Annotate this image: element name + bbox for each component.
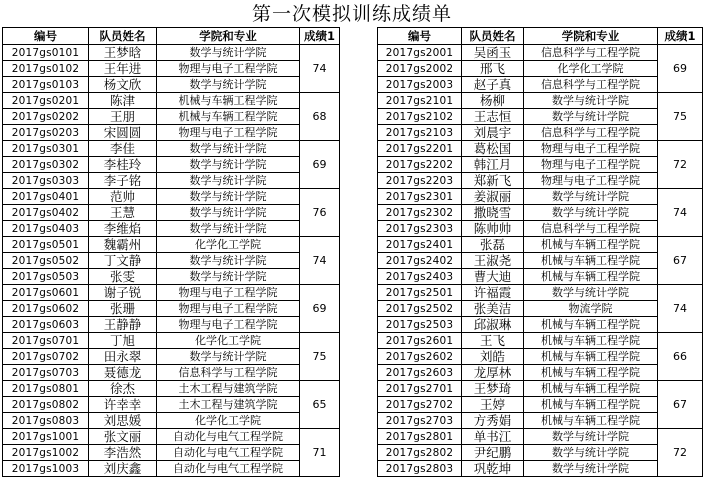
member-college: 数学与统计学院 <box>524 93 658 109</box>
member-name: 许幸幸 <box>89 397 157 413</box>
team-score: 76 <box>300 189 340 237</box>
member-name: 王淑尧 <box>462 253 524 269</box>
member-name: 姜淑丽 <box>462 189 524 205</box>
member-name: 刘皓 <box>462 349 524 365</box>
table-row <box>378 429 703 445</box>
member-code: 2017gs1003 <box>3 461 89 477</box>
member-name: 徐杰 <box>89 381 157 397</box>
member-name: 邢飞 <box>462 61 524 77</box>
table-row <box>378 45 703 61</box>
team-score: 74 <box>658 189 703 237</box>
member-college: 化学化工学院 <box>157 413 300 429</box>
member-college: 机械与车辆工程学院 <box>524 269 658 285</box>
header-college: 学院和专业 <box>157 28 300 45</box>
header-code: 编号 <box>378 28 462 45</box>
member-college: 机械与车辆工程学院 <box>524 317 658 333</box>
member-name: 郑新飞 <box>462 173 524 189</box>
member-code: 2017gs2801 <box>378 429 462 445</box>
member-name: 邱淑琳 <box>462 317 524 333</box>
member-college: 数学与统计学院 <box>157 221 300 237</box>
member-college: 数学与统计学院 <box>524 461 658 477</box>
team-score: 71 <box>300 429 340 477</box>
member-name: 刘庆鑫 <box>89 461 157 477</box>
member-college: 数学与统计学院 <box>157 189 300 205</box>
member-name: 杨柳 <box>462 93 524 109</box>
member-code: 2017gs2802 <box>378 445 462 461</box>
table-row <box>378 301 703 317</box>
member-code: 2017gs0303 <box>3 173 89 189</box>
table-row <box>3 365 340 381</box>
member-name: 王静静 <box>89 317 157 333</box>
member-code: 2017gs2803 <box>378 461 462 477</box>
member-name: 方秀娟 <box>462 413 524 429</box>
member-code: 2017gs2201 <box>378 141 462 157</box>
member-code: 2017gs2202 <box>378 157 462 173</box>
table-row <box>378 445 703 461</box>
member-college: 机械与车辆工程学院 <box>524 253 658 269</box>
member-name: 刘思媛 <box>89 413 157 429</box>
member-college: 化学化工学院 <box>157 333 300 349</box>
member-college: 自动化与电气工程学院 <box>157 429 300 445</box>
header-name: 队员姓名 <box>89 28 157 45</box>
member-code: 2017gs2402 <box>378 253 462 269</box>
member-code: 2017gs2701 <box>378 381 462 397</box>
member-code: 2017gs2001 <box>378 45 462 61</box>
table-row <box>3 301 340 317</box>
table-row <box>3 61 340 77</box>
member-name: 张珊 <box>89 301 157 317</box>
member-code: 2017gs0801 <box>3 381 89 397</box>
table-row <box>3 141 340 157</box>
member-college: 数学与统计学院 <box>157 141 300 157</box>
member-code: 2017gs0702 <box>3 349 89 365</box>
member-name: 李子铭 <box>89 173 157 189</box>
member-code: 2017gs0503 <box>3 269 89 285</box>
table-row <box>3 45 340 61</box>
member-college: 物理与电子工程学院 <box>524 157 658 173</box>
member-college: 机械与车辆工程学院 <box>524 333 658 349</box>
member-name: 王朋 <box>89 109 157 125</box>
table-row <box>378 189 703 205</box>
member-college: 土木工程与建筑学院 <box>157 381 300 397</box>
table-row <box>378 269 703 285</box>
member-name: 韩江月 <box>462 157 524 173</box>
member-college: 信息科学与工程学院 <box>524 77 658 93</box>
member-name: 王梦琦 <box>462 381 524 397</box>
member-code: 2017gs0101 <box>3 45 89 61</box>
member-code: 2017gs2203 <box>378 173 462 189</box>
table-row <box>378 253 703 269</box>
member-code: 2017gs0703 <box>3 365 89 381</box>
table-row <box>378 77 703 93</box>
member-code: 2017gs0601 <box>3 285 89 301</box>
team-score: 72 <box>658 141 703 189</box>
member-code: 2017gs0403 <box>3 221 89 237</box>
member-college: 机械与车辆工程学院 <box>157 93 300 109</box>
member-college: 信息科学与工程学院 <box>524 221 658 237</box>
table-row <box>3 317 340 333</box>
table-row <box>3 285 340 301</box>
table-row <box>3 253 340 269</box>
member-code: 2017gs2301 <box>378 189 462 205</box>
table-row <box>3 221 340 237</box>
right-table-body <box>378 45 703 477</box>
member-college: 机械与车辆工程学院 <box>524 381 658 397</box>
table-row <box>378 125 703 141</box>
member-college: 数学与统计学院 <box>524 285 658 301</box>
member-code: 2017gs2003 <box>378 77 462 93</box>
member-code: 2017gs0102 <box>3 61 89 77</box>
member-college: 数学与统计学院 <box>157 253 300 269</box>
member-name: 尹纪鹏 <box>462 445 524 461</box>
member-code: 2017gs0502 <box>3 253 89 269</box>
team-score: 75 <box>300 333 340 381</box>
table-row <box>378 365 703 381</box>
member-name: 李维焰 <box>89 221 157 237</box>
member-name: 单书江 <box>462 429 524 445</box>
member-code: 2017gs2502 <box>378 301 462 317</box>
member-college: 土木工程与建筑学院 <box>157 397 300 413</box>
member-code: 2017gs0302 <box>3 157 89 173</box>
member-college: 物理与电子工程学院 <box>157 61 300 77</box>
member-college: 数学与统计学院 <box>157 269 300 285</box>
member-code: 2017gs0501 <box>3 237 89 253</box>
member-name: 张磊 <box>462 237 524 253</box>
member-college: 数学与统计学院 <box>524 445 658 461</box>
table-row <box>3 381 340 397</box>
table-row <box>3 461 340 477</box>
member-name: 张雯 <box>89 269 157 285</box>
member-code: 2017gs0602 <box>3 301 89 317</box>
table-row <box>378 461 703 477</box>
member-code: 2017gs0402 <box>3 205 89 221</box>
table-row <box>378 333 703 349</box>
member-name: 范帅 <box>89 189 157 205</box>
table-row <box>378 237 703 253</box>
member-code: 2017gs2303 <box>378 221 462 237</box>
member-name: 谢子锐 <box>89 285 157 301</box>
member-name: 张文丽 <box>89 429 157 445</box>
member-code: 2017gs2101 <box>378 93 462 109</box>
table-row <box>3 349 340 365</box>
member-college: 化学化工学院 <box>524 61 658 77</box>
member-college: 机械与车辆工程学院 <box>524 365 658 381</box>
member-college: 数学与统计学院 <box>524 189 658 205</box>
member-code: 2017gs0802 <box>3 397 89 413</box>
table-row <box>3 109 340 125</box>
member-code: 2017gs2702 <box>378 397 462 413</box>
member-college: 信息科学与工程学院 <box>524 125 658 141</box>
member-name: 宋圆圆 <box>89 125 157 141</box>
table-row <box>378 349 703 365</box>
member-name: 王婷 <box>462 397 524 413</box>
member-name: 田永翠 <box>89 349 157 365</box>
member-code: 2017gs2501 <box>378 285 462 301</box>
member-name: 葛松国 <box>462 141 524 157</box>
table-row <box>3 125 340 141</box>
member-name: 王飞 <box>462 333 524 349</box>
team-score: 69 <box>658 45 703 93</box>
member-name: 撒晓雪 <box>462 205 524 221</box>
team-score: 74 <box>300 237 340 285</box>
member-name: 许福霞 <box>462 285 524 301</box>
team-score: 67 <box>658 381 703 429</box>
member-code: 2017gs2002 <box>378 61 462 77</box>
member-college: 物理与电子工程学院 <box>157 317 300 333</box>
member-name: 聂德龙 <box>89 365 157 381</box>
member-college: 数学与统计学院 <box>524 205 658 221</box>
member-college: 数学与统计学院 <box>524 429 658 445</box>
member-name: 巩乾坤 <box>462 461 524 477</box>
table-row <box>3 413 340 429</box>
member-code: 2017gs0202 <box>3 109 89 125</box>
member-college: 物理与电子工程学院 <box>157 285 300 301</box>
left-table-body <box>3 45 340 477</box>
table-row <box>378 221 703 237</box>
member-name: 王慧 <box>89 205 157 221</box>
member-college: 数学与统计学院 <box>157 173 300 189</box>
member-college: 机械与车辆工程学院 <box>524 413 658 429</box>
member-name: 吴函玉 <box>462 45 524 61</box>
member-college: 物流学院 <box>524 301 658 317</box>
member-college: 物理与电子工程学院 <box>157 125 300 141</box>
header-college: 学院和专业 <box>524 28 658 45</box>
header-row <box>3 28 340 45</box>
team-score: 65 <box>300 381 340 429</box>
member-college: 数学与统计学院 <box>157 157 300 173</box>
member-code: 2017gs0203 <box>3 125 89 141</box>
member-code: 2017gs1001 <box>3 429 89 445</box>
header-score: 成绩1 <box>300 28 340 45</box>
left-score-table <box>2 27 340 477</box>
table-row <box>3 269 340 285</box>
member-code: 2017gs0803 <box>3 413 89 429</box>
member-name: 丁旭 <box>89 333 157 349</box>
member-name: 王梦晗 <box>89 45 157 61</box>
table-row <box>3 397 340 413</box>
member-code: 2017gs0201 <box>3 93 89 109</box>
member-code: 2017gs0603 <box>3 317 89 333</box>
member-code: 2017gs0103 <box>3 77 89 93</box>
team-score: 75 <box>658 93 703 141</box>
team-score: 74 <box>300 45 340 93</box>
member-code: 2017gs0701 <box>3 333 89 349</box>
member-college: 数学与统计学院 <box>157 77 300 93</box>
member-name: 陈津 <box>89 93 157 109</box>
member-college: 机械与车辆工程学院 <box>157 109 300 125</box>
member-code: 2017gs2703 <box>378 413 462 429</box>
team-score: 74 <box>658 285 703 333</box>
member-name: 李佳 <box>89 141 157 157</box>
member-name: 王志恒 <box>462 109 524 125</box>
sheet-title: 第一次模拟训练成绩单 <box>251 3 452 25</box>
member-college: 数学与统计学院 <box>157 45 300 61</box>
member-code: 2017gs0401 <box>3 189 89 205</box>
table-row <box>378 157 703 173</box>
member-code: 2017gs2401 <box>378 237 462 253</box>
member-college: 物理与电子工程学院 <box>524 173 658 189</box>
member-college: 自动化与电气工程学院 <box>157 445 300 461</box>
member-name: 杨文欣 <box>89 77 157 93</box>
member-college: 化学化工学院 <box>157 237 300 253</box>
member-college: 机械与车辆工程学院 <box>524 397 658 413</box>
member-college: 机械与车辆工程学院 <box>524 349 658 365</box>
header-code: 编号 <box>3 28 89 45</box>
member-name: 李桂玲 <box>89 157 157 173</box>
member-college: 物理与电子工程学院 <box>157 301 300 317</box>
member-name: 王年进 <box>89 61 157 77</box>
member-college: 物理与电子工程学院 <box>524 141 658 157</box>
member-name: 刘晨宇 <box>462 125 524 141</box>
table-row <box>3 429 340 445</box>
member-code: 2017gs2102 <box>378 109 462 125</box>
table-row <box>378 173 703 189</box>
table-row <box>378 109 703 125</box>
table-row <box>3 189 340 205</box>
table-row <box>378 93 703 109</box>
table-row <box>378 141 703 157</box>
table-row <box>3 77 340 93</box>
table-row <box>378 205 703 221</box>
member-college: 数学与统计学院 <box>157 205 300 221</box>
table-row <box>3 445 340 461</box>
member-name: 陈帅帅 <box>462 221 524 237</box>
table-row <box>3 173 340 189</box>
team-score: 72 <box>658 429 703 477</box>
member-code: 2017gs2603 <box>378 365 462 381</box>
team-score: 66 <box>658 333 703 381</box>
member-college: 信息科学与工程学院 <box>157 365 300 381</box>
team-score: 69 <box>300 285 340 333</box>
member-code: 2017gs2103 <box>378 125 462 141</box>
header-name: 队员姓名 <box>462 28 524 45</box>
team-score: 68 <box>300 93 340 141</box>
table-row <box>3 237 340 253</box>
member-code: 2017gs1002 <box>3 445 89 461</box>
member-name: 李浩然 <box>89 445 157 461</box>
table-row <box>3 333 340 349</box>
table-row <box>3 205 340 221</box>
member-college: 自动化与电气工程学院 <box>157 461 300 477</box>
table-row <box>378 397 703 413</box>
member-code: 2017gs2503 <box>378 317 462 333</box>
member-name: 曹大迪 <box>462 269 524 285</box>
right-score-table <box>377 27 703 477</box>
member-name: 魏霸州 <box>89 237 157 253</box>
member-name: 赵子真 <box>462 77 524 93</box>
member-code: 2017gs2602 <box>378 349 462 365</box>
member-college: 数学与统计学院 <box>524 109 658 125</box>
header-score: 成绩1 <box>658 28 703 45</box>
table-row <box>378 61 703 77</box>
team-score: 67 <box>658 237 703 285</box>
table-row <box>3 157 340 173</box>
table-row <box>378 381 703 397</box>
member-name: 张美洁 <box>462 301 524 317</box>
member-college: 信息科学与工程学院 <box>524 45 658 61</box>
member-name: 龙厚林 <box>462 365 524 381</box>
member-college: 机械与车辆工程学院 <box>524 237 658 253</box>
team-score: 69 <box>300 141 340 189</box>
member-college: 数学与统计学院 <box>157 349 300 365</box>
member-name: 丁文静 <box>89 253 157 269</box>
member-code: 2017gs2601 <box>378 333 462 349</box>
member-code: 2017gs0301 <box>3 141 89 157</box>
header-row <box>378 28 703 45</box>
table-row <box>3 93 340 109</box>
member-code: 2017gs2403 <box>378 269 462 285</box>
table-row <box>378 317 703 333</box>
table-row <box>378 285 703 301</box>
member-code: 2017gs2302 <box>378 205 462 221</box>
table-row <box>378 413 703 429</box>
